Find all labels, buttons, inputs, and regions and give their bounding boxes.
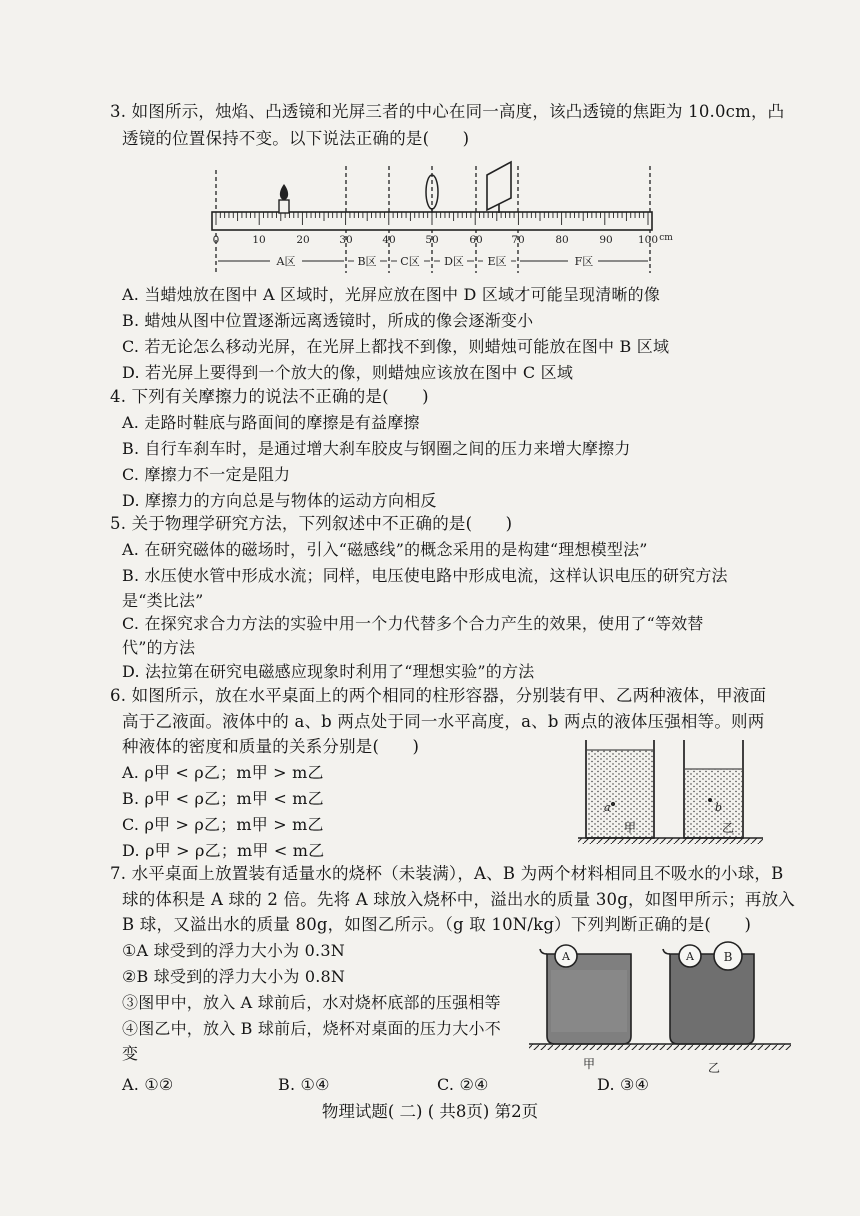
q5-option-a[interactable]: A. 在研究磁体的磁场时，引入“磁感线”的概念采用的是构建“理想模型法”	[122, 540, 648, 559]
q7-choice-a[interactable]: A. ①②	[122, 1075, 174, 1094]
page-footer: 物理试题( 二) ( 共8页) 第2页	[321, 1102, 539, 1121]
q7-statement-1: ①A 球受到的浮力大小为 0.3N	[122, 941, 345, 960]
beaker-jia	[540, 945, 631, 1044]
region-label-d: D区	[444, 255, 464, 268]
q6-stem-line1: 6. 如图所示，放在水平桌面上的两个相同的柱形容器，分别装有甲、乙两种液体，甲液面	[110, 686, 767, 705]
ruler-tick-label: 0	[212, 234, 220, 246]
beaker-label-yi: 乙	[708, 1061, 721, 1075]
q4-stem: 4. 下列有关摩擦力的说法不正确的是( )	[110, 387, 429, 406]
q7-choice-b[interactable]: B. ①④	[278, 1075, 330, 1094]
beaker-label-jia: 甲	[583, 1057, 596, 1071]
q6-option-b[interactable]: B. ρ甲 < ρ乙；m甲 < m乙	[122, 789, 324, 808]
container-label-jia: 甲	[624, 821, 637, 835]
q3-option-a[interactable]: A. 当蜡烛放在图中 A 区域时，光屏应放在图中 D 区域才可能呈现清晰的像	[122, 285, 661, 304]
q6-stem-line2: 高于乙液面。液体中的 a、b 两点处于同一水平高度，a、b 两点的液体压强相等。则两	[122, 712, 765, 731]
q7-statement-4-cont: 变	[122, 1044, 139, 1063]
q5-stem: 5. 关于物理学研究方法，下列叙述中不正确的是( )	[110, 514, 513, 533]
ruler-tick-label: 80	[555, 234, 569, 246]
ruler-tick-label: 40	[382, 234, 396, 246]
q6-option-a[interactable]: A. ρ甲 < ρ乙；m甲 > m乙	[122, 763, 324, 782]
container-label-yi: 乙	[722, 821, 735, 835]
q5-option-c-cont: 代”的方法	[122, 638, 196, 657]
q3-stem-line1: 3. 如图所示，烛焰、凸透镜和光屏三者的中心在同一高度，该凸透镜的焦距为 10.0cm，凸	[110, 102, 785, 121]
region-label-f: F区	[574, 255, 594, 268]
q7-choice-d[interactable]: D. ③④	[597, 1075, 650, 1094]
q5-option-c[interactable]: C. 在探究求合力方法的实验中用一个力代替多个合力产生的效果，使用了“等效替	[122, 614, 704, 633]
ball-a-label: A	[562, 950, 570, 963]
light-screen-icon	[487, 162, 511, 213]
region-label-a: A区	[276, 255, 296, 268]
q7-stem-line1: 7. 水平桌面上放置装有适量水的烧杯（未装满），A、B 为两个材料相同且不吸水的小球，B	[110, 864, 784, 883]
q7-stem-line2: 球的体积是 A 球的 2 倍。先将 A 球放入烧杯中，溢出水的质量 30g，如图甲所示；再放入	[122, 890, 796, 909]
q7-choice-c[interactable]: C. ②④	[437, 1075, 489, 1094]
q4-option-c[interactable]: C. 摩擦力不一定是阻力	[122, 465, 291, 484]
point-a-label: a	[604, 801, 611, 814]
point-b-label: b	[715, 801, 723, 814]
q7-statement-2: ②B 球受到的浮力大小为 0.8N	[122, 967, 346, 986]
q6-option-d[interactable]: D. ρ甲 > ρ乙；m甲 < m乙	[122, 841, 325, 860]
region-label-b: B区	[357, 255, 377, 268]
ball-a-label: A	[686, 950, 694, 963]
beaker-yi	[663, 942, 754, 1044]
beakers-figure	[525, 940, 795, 1075]
candle-icon	[279, 184, 289, 213]
ruler-unit-label: cm	[659, 233, 673, 243]
ruler-tick-label: 30	[339, 234, 353, 246]
q6-stem-line3: 种液体的密度和质量的关系分别是( )	[122, 737, 420, 756]
q5-option-b[interactable]: B. 水压使水管中形成水流；同样，电压使电路中形成电流，这样认识电压的研究方法	[122, 566, 728, 585]
ruler-tick-label: 100	[637, 234, 659, 246]
region-label-c: C区	[400, 255, 420, 268]
q3-option-b[interactable]: B. 蜡烛从图中位置逐渐远离透镜时，所成的像会逐渐变小	[122, 311, 534, 330]
ruler-tick-label: 60	[469, 234, 483, 246]
liquid-containers-figure	[570, 738, 770, 850]
ruler-tick-label: 50	[425, 234, 439, 246]
q3-option-d[interactable]: D. 若光屏上要得到一个放大的像，则蜡烛应该放在图中 C 区域	[122, 363, 574, 382]
q6-option-c[interactable]: C. ρ甲 > ρ乙；m甲 > m乙	[122, 815, 324, 834]
ball-b-label: B	[723, 950, 733, 964]
q7-stem-line3: B 球，又溢出水的质量 80g，如图乙所示。（g 取 10N/kg）下列判断正确的是( )	[122, 915, 752, 934]
q5-option-b-cont: 是“类比法”	[122, 591, 204, 610]
optical-bench-figure	[200, 158, 690, 278]
q5-option-d[interactable]: D. 法拉第在研究电磁感应现象时利用了“理想实验”的方法	[122, 662, 535, 681]
ruler-tick-label: 90	[599, 234, 613, 246]
ruler-tick-label: 10	[252, 234, 266, 246]
ruler-tick-label: 20	[296, 234, 310, 246]
q3-option-c[interactable]: C. 若无论怎么移动光屏，在光屏上都找不到像，则蜡烛可能放在图中 B 区域	[122, 337, 670, 356]
q3-stem-line2: 透镜的位置保持不变。以下说法正确的是( )	[122, 129, 470, 148]
q4-option-b[interactable]: B. 自行车刹车时，是通过增大刹车胶皮与钢圈之间的压力来增大摩擦力	[122, 439, 631, 458]
q7-statement-3: ③图甲中，放入 A 球前后，水对烧杯底部的压强相等	[122, 993, 501, 1012]
q7-statement-4: ④图乙中，放入 B 球前后，烧杯对桌面的压力大小不	[122, 1019, 501, 1038]
ruler-tick-label: 70	[511, 234, 525, 246]
q4-option-d[interactable]: D. 摩擦力的方向总是与物体的运动方向相反	[122, 491, 437, 510]
q4-option-a[interactable]: A. 走路时鞋底与路面间的摩擦是有益摩擦	[122, 413, 420, 432]
region-label-e: E区	[487, 255, 507, 268]
